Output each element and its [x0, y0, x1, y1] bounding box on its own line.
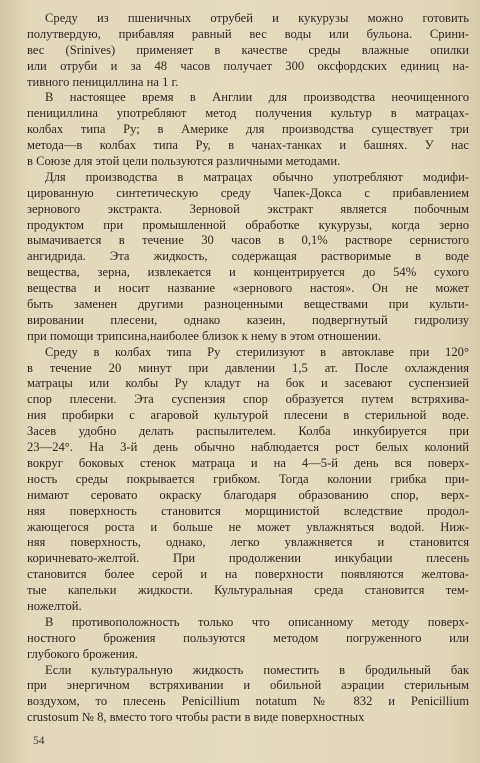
text-line: ангидрида. Эта жидкость, содержащая растворимые в воде [27, 249, 469, 264]
text-line: глубокого брожения. [27, 646, 138, 661]
text-line: полутвердую, прибавляя равный вес воды или бульона. Срини- [27, 26, 469, 41]
text-line: вес (Srinives) применяет в качестве среды влажные опилки [27, 42, 469, 57]
text-body [27, 11, 469, 726]
text-line: crustosum № 8, вместо того чтобы расти в виде поверхностных [27, 710, 365, 725]
text-line: вокруг боковых стенок матраца и на 4—5-й день вся поверх- [27, 455, 469, 470]
text-line: Засев удобно делать распылителем. Колба инкубируется при [27, 424, 469, 439]
text-line: ность среды покрывается грибком. Тогда колонии грибка при- [27, 471, 469, 486]
text-line: В настоящее время в Англии для производства неочищенного [45, 90, 469, 105]
text-line: пенициллина употребляют метод получения культур в матрацах- [27, 106, 469, 121]
paragraph [27, 345, 469, 615]
text-line: быть заменен другими разноценными веществами при культи- [27, 297, 469, 312]
text-line: продуктом при промышленной обработке кукурузы, когда зерно [27, 217, 469, 232]
text-line: Для производства в матрацах обычно употребляют модифи- [45, 169, 469, 184]
text-line: в Союзе для этой цели пользуются различными методами. [27, 154, 341, 169]
text-line: Среду в колбах типа Ру стерилизуют в автоклаве при 120° [45, 344, 469, 359]
text-line: В противоположность только что описанному методу поверх- [45, 614, 469, 629]
text-line: коричневато-желтой. При продолжении инкубации плесень [27, 551, 469, 566]
text-line: воздухом, то плесень Penicillium notatum № 832 и Penicillium [27, 694, 469, 709]
text-line: колбах типа Ру; в Америке для производства существует три [27, 122, 469, 137]
text-line: ния пробирки с агаровой культурой плесени в стерильной воде. [27, 408, 469, 423]
text-line: становится более серой и на поверхности появляются желтова- [27, 567, 469, 582]
text-line: в течение 20 минут при давлении 1,5 ат. После охлаждения [27, 360, 469, 375]
text-line: нимают серовато окраску благодаря образованию спор, верх- [27, 487, 469, 502]
text-line: спор плесени. Эта суспензия спор образуется путем встряхива- [27, 392, 469, 407]
paragraph [27, 663, 469, 727]
text-line: метода—в колбах типа Ру, в чанах-танках и башнях. У нас [27, 138, 469, 153]
text-line: или отруби и за 48 часов получает 300 оксфордских единиц на- [27, 58, 469, 73]
text-line: при помощи трипсина,наиболее близок к нему в этом отношении. [27, 328, 381, 343]
text-line: матрацы или колбы Ру кладут на бок и засевают суспензией [27, 376, 469, 391]
text-line: вещества, зерна, извлекается и концентрируется до 54% сухого [27, 265, 469, 280]
text-line: ножелтой. [27, 598, 82, 613]
text-line: вымачивается в течение 30 часов в 0,1% растворе сернистого [27, 233, 469, 248]
text-line: тивного пенициллина на 1 г. [27, 74, 179, 89]
paragraph [27, 90, 469, 169]
page-number: 54 [33, 735, 45, 747]
text-line: Среду из пшеничных отрубей и кукурузы можно готовить [45, 11, 469, 25]
text-line: ностного брожения пользуются методом погруженного или [27, 630, 469, 645]
text-line: при энергичном встряхивании и обильной аэрации стерильным [27, 678, 469, 693]
text-line: тые капельки жидкости. Культуральная среда становится тем- [27, 583, 469, 598]
text-line: 23—24°. На 3-й день обычно наблюдается рост белых колоний [27, 440, 469, 455]
paragraph [27, 615, 469, 663]
text-line: няя поверхность, однако, легко увлажняется и становится [27, 535, 469, 550]
text-line: цированную синтетическую среду Чапек-Докса с прибавлением [27, 185, 469, 200]
paragraph [27, 170, 469, 345]
text-line: жающегося роста и больше не может увлажняться водой. Ниж- [27, 519, 469, 534]
text-line: Если культуральную жидкость поместить в бродильный бак [45, 662, 469, 677]
text-line: зернового экстракта. Зерновой экстракт является побочным [27, 201, 469, 216]
text-line: вировании плесени, однако казеин, подвергнутый гидролизу [27, 312, 469, 327]
paragraph [27, 11, 469, 90]
text-line: вещества и носит название «зернового настоя». Он не может [27, 281, 469, 296]
text-line: няя поверхность становится морщинистой вследствие продол- [27, 503, 469, 518]
